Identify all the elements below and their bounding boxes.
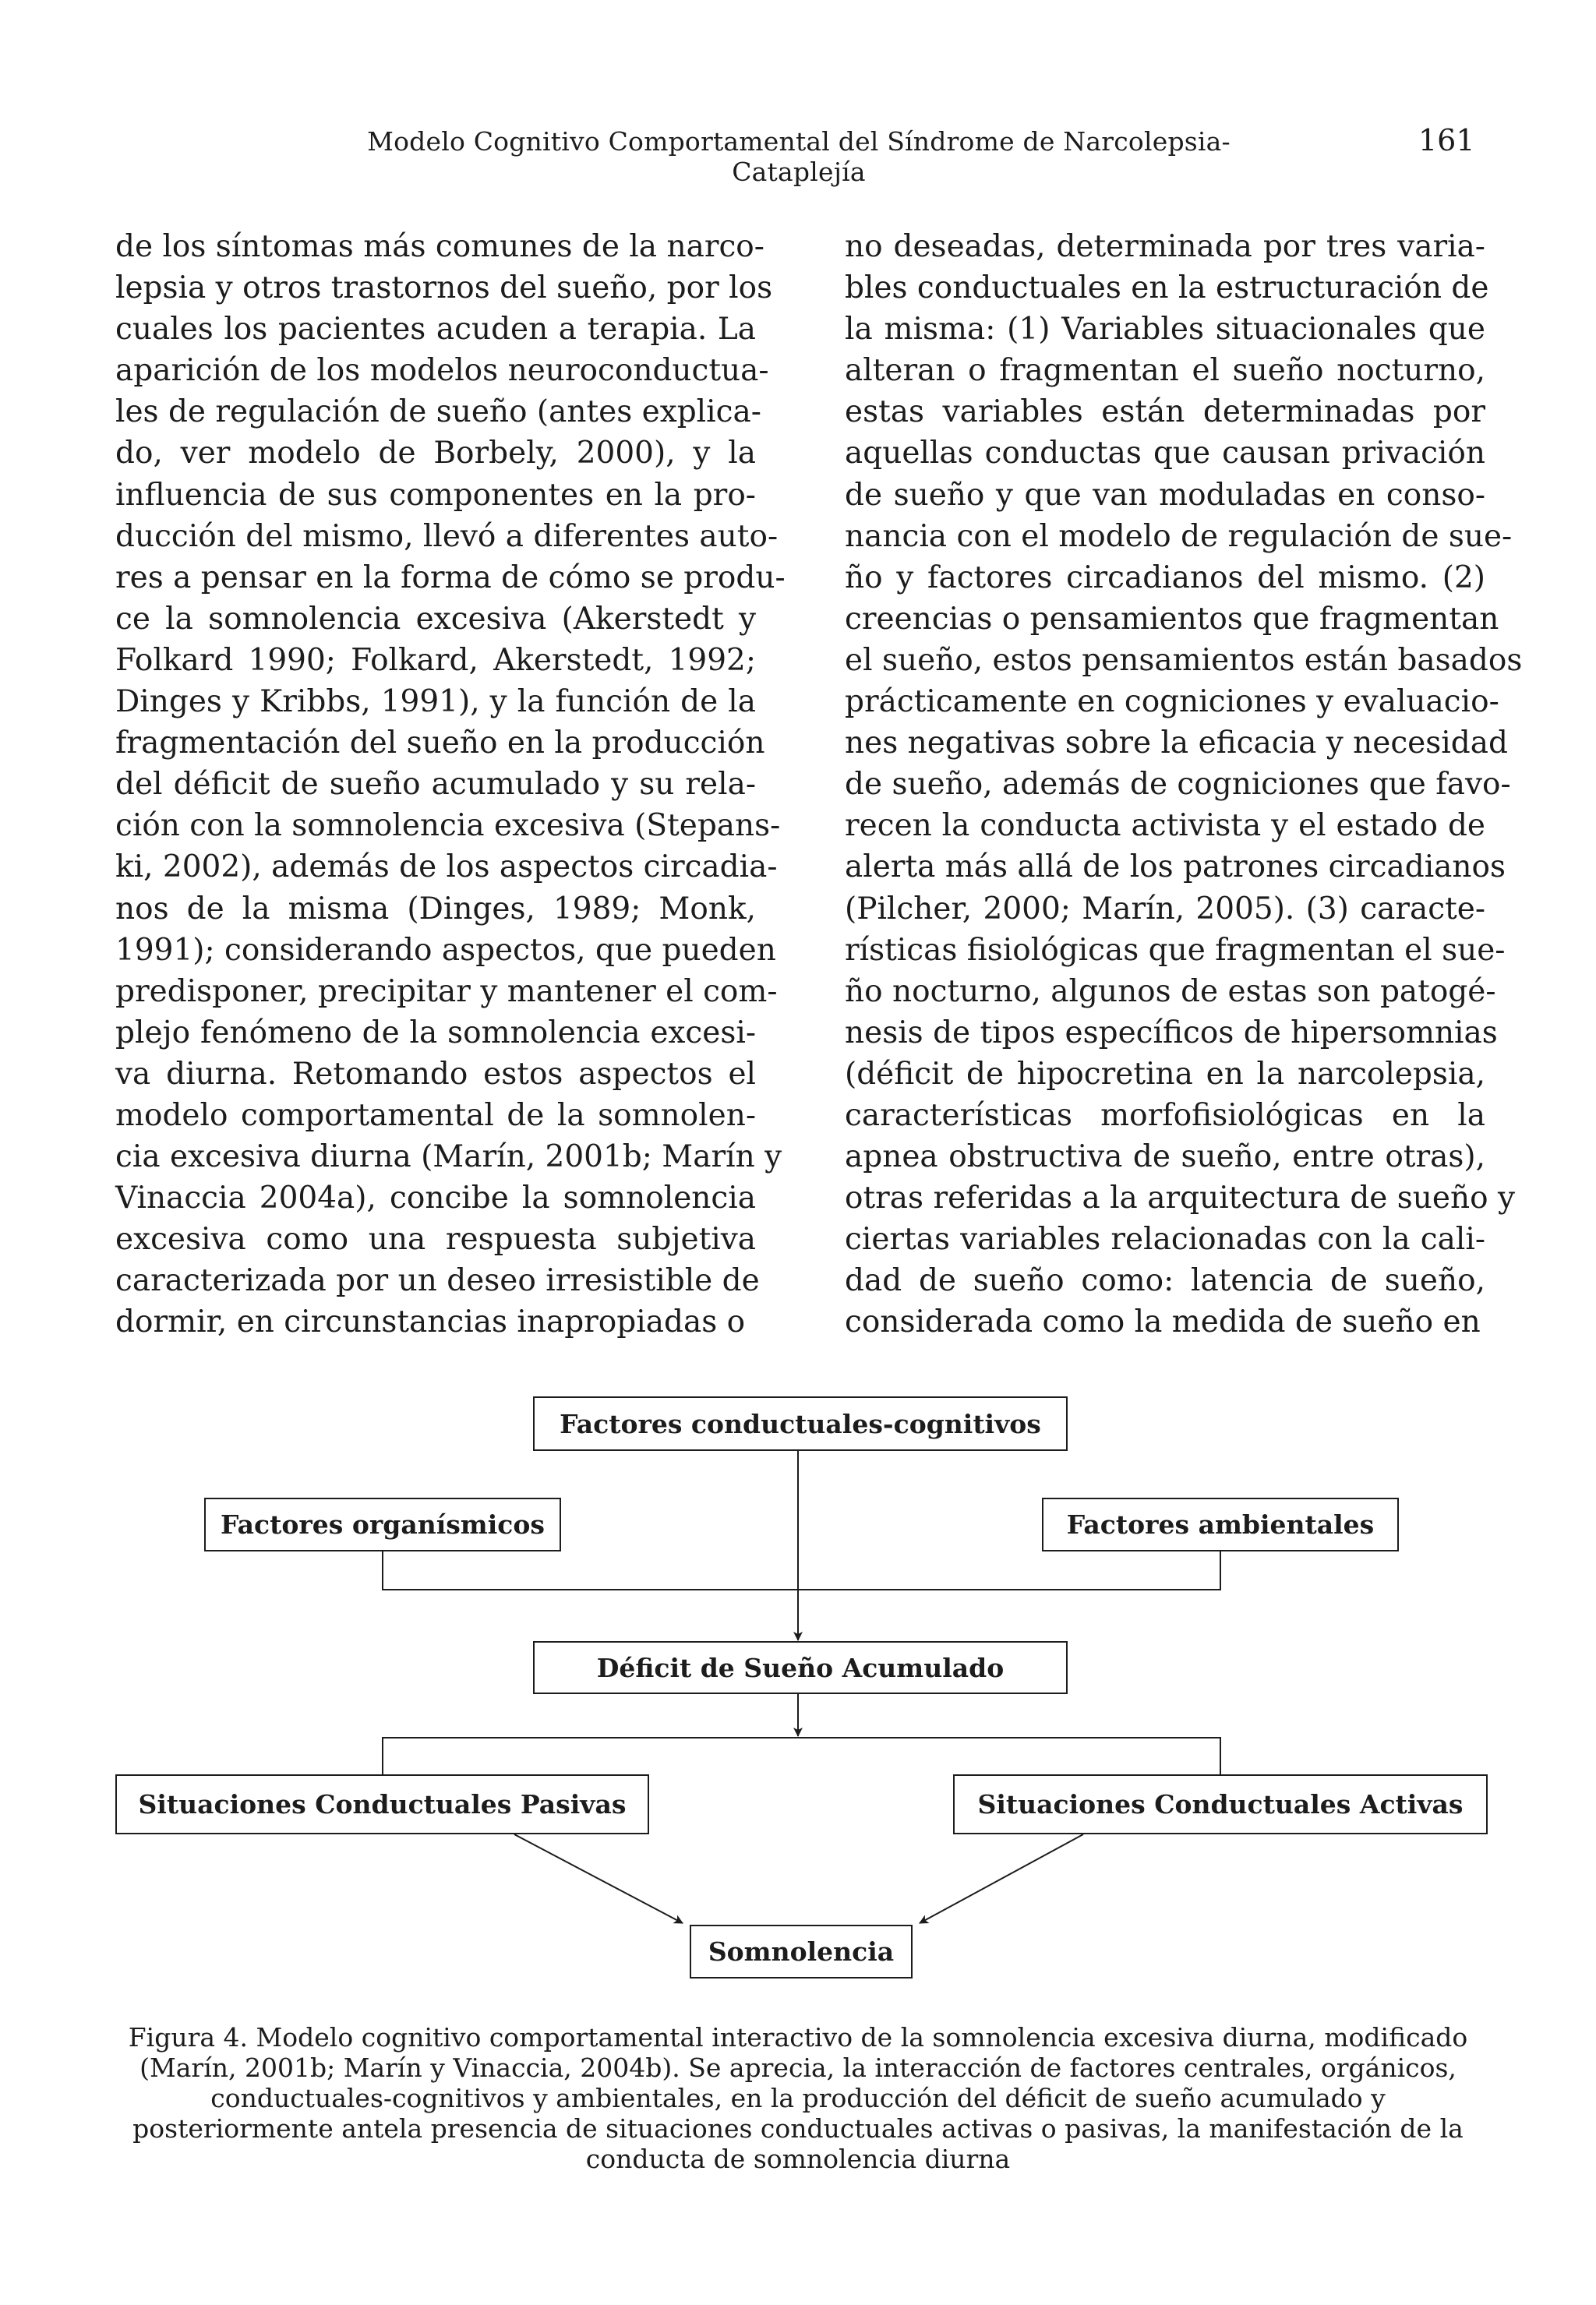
text-line: res a pensar en la forma de cómo se produ- xyxy=(115,559,786,595)
caption-line: (Marín, 2001b; Marín y Vinaccia, 2004b). Se aprecia, la interacción de factores centrales, orgánicos, xyxy=(139,2053,1457,2083)
text-line: fragmentación del sueño en la producción xyxy=(115,725,765,761)
text-line: plejo fenómeno de la somnolencia excesi- xyxy=(115,1015,756,1050)
text-line: Vinaccia 2004a), concibe la somnolencia xyxy=(115,1181,756,1216)
figure-caption xyxy=(117,2022,1479,2174)
box-situaciones-pasivas: Situaciones Conductuales Pasivas xyxy=(115,1774,649,1834)
connector-organismicos-ambientales xyxy=(383,1551,1220,1590)
text-line: no deseadas, determinada por tres varia- xyxy=(845,229,1485,264)
text-line: nes negativas sobre la eficacia y necesidad xyxy=(845,725,1508,761)
arrow-pasivas-somnolencia xyxy=(514,1834,683,1923)
text-line: caracterizada por un deseo irresistible de xyxy=(115,1263,760,1299)
text-line: dormir, en circunstancias inapropiadas o xyxy=(115,1304,746,1340)
box-factores-conductuales-cognitivos: Factores conductuales-cognitivos xyxy=(533,1396,1068,1451)
text-line: el sueño, estos pensamientos están basados xyxy=(845,642,1523,678)
text-line: creencias o pensamientos que fragmentan xyxy=(845,601,1499,637)
text-line: alerta más allá de los patrones circadianos xyxy=(845,849,1506,885)
text-line: dad de sueño como: latencia de sueño, xyxy=(845,1263,1485,1299)
box-factores-organismicos: Factores organísmicos xyxy=(204,1498,561,1551)
text-line: prácticamente en cogniciones y evaluacio- xyxy=(845,684,1499,720)
text-line: otras referidas a la arquitectura de sueño y xyxy=(845,1181,1516,1216)
text-line: excesiva como una respuesta subjetiva xyxy=(115,1222,756,1258)
text-line: aparición de los modelos neuroconductua- xyxy=(115,353,769,389)
text-line: de los síntomas más comunes de la narco- xyxy=(115,229,764,264)
text-line: ce la somnolencia excesiva (Akerstedt y xyxy=(115,601,756,637)
box-factores-ambientales: Factores ambientales xyxy=(1042,1498,1399,1551)
text-line: la misma: (1) Variables situacionales que xyxy=(845,312,1485,348)
box-situaciones-activas: Situaciones Conductuales Activas xyxy=(953,1774,1488,1834)
caption-line: conductuales-cognitivos y ambientales, en la producción del déficit de sueño acumulado y xyxy=(210,2083,1386,2113)
text-line: influencia de sus componentes en la pro- xyxy=(115,477,756,513)
text-line: do, ver modelo de Borbely, 2000), y la xyxy=(115,436,756,471)
text-line: bles conductuales en la estructuración de xyxy=(845,270,1489,306)
caption-line: conducta de somnolencia diurna xyxy=(585,2144,1011,2174)
text-line: aquellas conductas que causan privación xyxy=(845,436,1485,471)
left-column xyxy=(115,226,786,1343)
caption-line: Figura 4. Modelo cognitivo comportamental interactivo de la somnolencia excesiva diurna, modificado xyxy=(128,2022,1468,2053)
text-line: Folkard 1990; Folkard, Akerstedt, 1992; xyxy=(115,642,756,678)
text-line: lepsia y otros trastornos del sueño, por los xyxy=(115,270,773,306)
text-line: nesis de tipos específicos de hipersomnias xyxy=(845,1015,1498,1050)
caption-line: posteriormente antela presencia de situaciones conductuales activas o pasivas, la manifestación de la xyxy=(132,2113,1464,2144)
text-line: va diurna. Retomando estos aspectos el xyxy=(115,1056,756,1092)
text-line: recen la conducta activista y el estado de xyxy=(845,808,1485,844)
text-line: considerada como la medida de sueño en xyxy=(845,1304,1481,1340)
text-line: nancia con el modelo de regulación de sue- xyxy=(845,518,1513,554)
text-line: ño nocturno, algunos de estas son patogé- xyxy=(845,973,1496,1009)
page-number: 161 xyxy=(1418,123,1475,157)
text-line: características morfofisiológicas en la xyxy=(845,1097,1485,1133)
text-line: les de regulación de sueño (antes explica- xyxy=(115,394,761,430)
arrow-activas-somnolencia xyxy=(920,1834,1083,1923)
text-line: de sueño y que van moduladas en conso- xyxy=(845,477,1485,513)
text-line: de sueño, además de cogniciones que favo- xyxy=(845,767,1511,803)
text-line: cia excesiva diurna (Marín, 2001b; Marín y xyxy=(115,1139,782,1175)
text-line: ki, 2002), además de los aspectos circadia- xyxy=(115,849,778,885)
text-line: del déficit de sueño acumulado y su rela- xyxy=(115,767,756,803)
text-line: cuales los pacientes acuden a terapia. La xyxy=(115,312,756,348)
text-line: (Pilcher, 2000; Marín, 2005). (3) caracte- xyxy=(845,891,1485,927)
text-line: (déficit de hipocretina en la narcolepsia, xyxy=(845,1056,1485,1092)
right-column xyxy=(845,226,1523,1343)
text-line: ción con la somnolencia excesiva (Stepans- xyxy=(115,808,781,844)
text-line: alteran o fragmentan el sueño nocturno, xyxy=(845,353,1485,389)
running-head: Modelo Cognitivo Comportamental del Síndrome de Narcolepsia-Cataplejía xyxy=(367,126,1231,187)
text-line: modelo comportamental de la somnolen- xyxy=(115,1097,756,1133)
text-line: estas variables están determinadas por xyxy=(845,394,1485,430)
text-line: predisponer, precipitar y mantener el com- xyxy=(115,973,778,1009)
text-line: 1991); considerando aspectos, que pueden xyxy=(115,932,776,968)
connector-pasivas-activas xyxy=(383,1738,1220,1774)
text-line: nos de la misma (Dinges, 1989; Monk, xyxy=(115,891,756,927)
text-line: ño y factores circadianos del mismo. (2) xyxy=(845,559,1485,595)
text-line: apnea obstructiva de sueño, entre otras), xyxy=(845,1139,1485,1175)
text-line: Dinges y Kribbs, 1991), y la función de la xyxy=(115,684,756,720)
text-line: rísticas fisiológicas que fragmentan el sue- xyxy=(845,932,1506,968)
text-line: ducción del mismo, llevó a diferentes auto- xyxy=(115,518,779,554)
box-somnolencia: Somnolencia xyxy=(690,1925,913,1978)
text-line: ciertas variables relacionadas con la cali- xyxy=(845,1222,1485,1258)
box-deficit-sueno-acumulado: Déficit de Sueño Acumulado xyxy=(533,1641,1068,1694)
